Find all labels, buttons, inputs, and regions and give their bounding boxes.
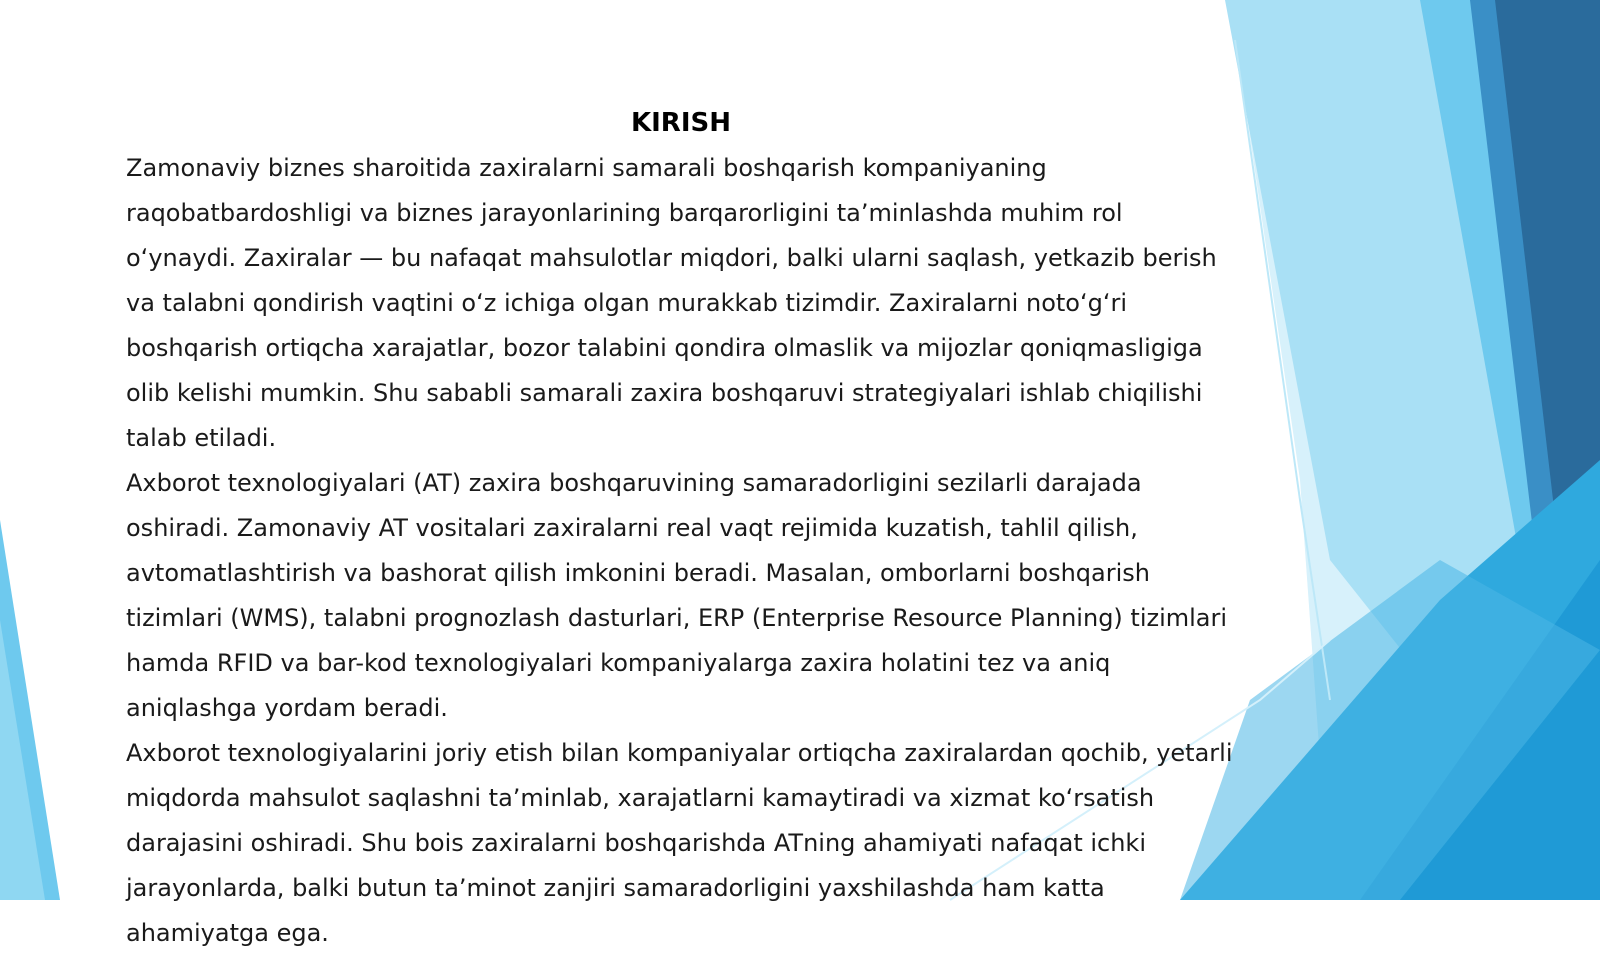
paragraph-3: Axborot texnologiyalarini joriy etish bilan kompaniyalar ortiqcha zaxiralardan qochib, yetarli miqdorda mahsulot saqlashni taʼminlab, xarajatlarni kamaytiradi va xizmat koʻrsatish darajasini oshiradi. Shu bois zaxiralarni boshqarishda ATning ahamiyati nafaqat ichki jarayonlarda, balki butun taʼminot zanjiri samaradorligini yaxshilashda ham katta ahamiyatga ega. [126,739,1233,947]
paragraph-2: Axborot texnologiyalari (AT) zaxira boshqaruvining samaradorligini sezilarli darajada oshiradi. Zamonaviy AT vositalari zaxiralarni real vaqt rejimida kuzatish, tahlil qilish, avtomatlashtirish va bashorat qilish imkonini beradi. Masalan, omborlarni boshqarish tizimlari (WMS), talabni prognozlash dasturlari, ERP (Enterprise Resource Planning) tizimlari hamda RFID va bar-kod texnologiyalari kompaniyalarga zaxira holatini tez va aniq aniqlashga yordam beradi. [126,469,1228,722]
slide-title: KIRISH [630,108,731,138]
slide-content [126,104,1236,956]
deco-left-light-triangle [0,620,45,900]
paragraph-1: Zamonaviy biznes sharoitida zaxiralarni samarali boshqarish kompaniyaning raqobatbardoshligi va biznes jarayonlarining barqarorligini taʼminlashda muhim rol oʻynaydi. Zaxiralar — bu nafaqat mahsulotlar miqdori, balki ularni saqlash, yetkazib berish va talabni qondirish vaqtini oʻz ichiga olgan murakkab tizimdir. Zaxiralarni notoʻgʻri boshqarish ortiqcha xarajatlar, bozor talabini qondira olmaslik va mijozlar qoniqmasligiga olib kelishi mumkin. Shu sababli samarali zaxira boshqaruvi strategiyalari ishlab chiqilishi talab etiladi. [126,154,1217,452]
